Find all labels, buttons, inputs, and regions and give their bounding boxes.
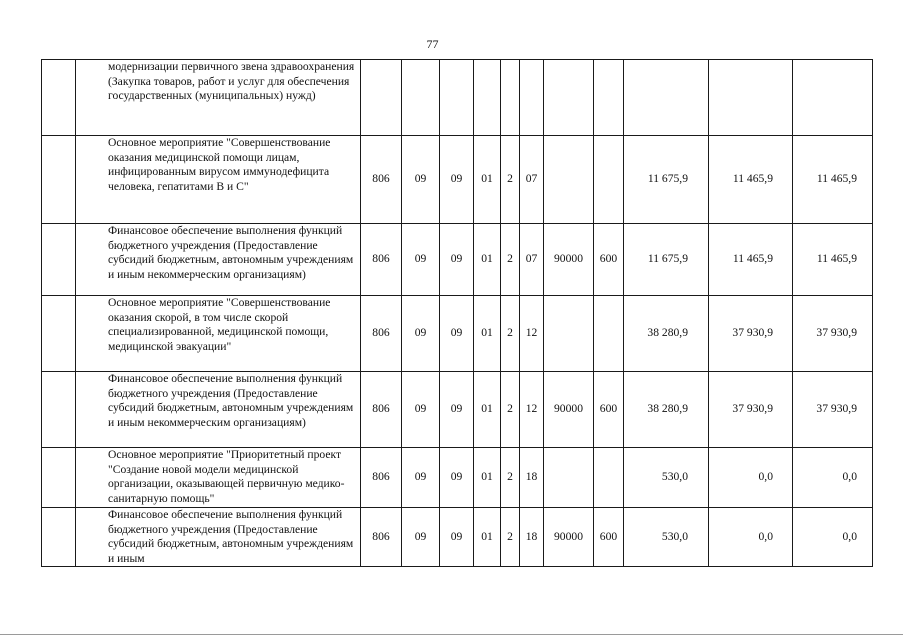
cell-rz: 09: [402, 372, 440, 448]
cell-expense-type: [594, 136, 624, 224]
cell-target-program: 01: [474, 372, 501, 448]
table-row: [42, 60, 873, 136]
table-row: [42, 508, 873, 567]
cell-ved: [361, 60, 402, 136]
cell-sum-year-2: [709, 60, 793, 136]
cell-sum-year-1: 38 280,9: [624, 296, 709, 372]
table-row: [42, 224, 873, 296]
cell-target-activity: 12: [520, 372, 544, 448]
cell-target-activity: 18: [520, 448, 544, 508]
cell-target-activity: 07: [520, 136, 544, 224]
cell-rz: [402, 60, 440, 136]
cell-rz: 09: [402, 296, 440, 372]
cell-target-program: [474, 60, 501, 136]
cell-row-number: [42, 448, 76, 508]
cell-target-direction: [544, 60, 594, 136]
cell-target-subprogram: 2: [501, 448, 520, 508]
cell-sum-year-2: 37 930,9: [709, 296, 793, 372]
cell-row-number: [42, 60, 76, 136]
cell-sum-year-1: [624, 60, 709, 136]
cell-sum-year-2: 0,0: [709, 508, 793, 567]
cell-sum-year-3: 37 930,9: [793, 372, 873, 448]
cell-row-number: [42, 136, 76, 224]
cell-target-subprogram: 2: [501, 508, 520, 567]
cell-sum-year-1: 11 675,9: [624, 224, 709, 296]
cell-target-program: 01: [474, 448, 501, 508]
cell-sum-year-1: 530,0: [624, 508, 709, 567]
cell-target-activity: 07: [520, 224, 544, 296]
cell-expense-type: 600: [594, 508, 624, 567]
bottom-rule: [0, 634, 903, 635]
cell-target-subprogram: 2: [501, 296, 520, 372]
cell-target-activity: 12: [520, 296, 544, 372]
cell-pr: [440, 60, 474, 136]
cell-sum-year-2: 11 465,9: [709, 224, 793, 296]
cell-target-subprogram: 2: [501, 372, 520, 448]
cell-sum-year-1: 38 280,9: [624, 372, 709, 448]
cell-row-number: [42, 296, 76, 372]
cell-item-name: Финансовое обеспечение выполнения функций бюджетного учреждения (Предоставление субсидий бюджетным, автономным учреждениям и иным некоммерческим организациям): [76, 372, 361, 448]
cell-item-name: Основное мероприятие "Совершенствование оказания медицинской помощи лицам, инфицированным вирусом иммунодефицита человека, гепатитами В и С": [76, 136, 361, 224]
cell-sum-year-3: 11 465,9: [793, 224, 873, 296]
cell-row-number: [42, 372, 76, 448]
cell-rz: 09: [402, 224, 440, 296]
cell-sum-year-3: [793, 60, 873, 136]
cell-rz: 09: [402, 448, 440, 508]
cell-target-direction: [544, 448, 594, 508]
cell-ved: 806: [361, 296, 402, 372]
cell-pr: 09: [440, 448, 474, 508]
cell-item-name: модернизации первичного звена здравоохранения (Закупка товаров, работ и услуг для обеспечения государственных (муниципальных) нужд): [76, 60, 361, 136]
cell-rz: 09: [402, 508, 440, 567]
cell-sum-year-3: 37 930,9: [793, 296, 873, 372]
cell-sum-year-1: 11 675,9: [624, 136, 709, 224]
cell-pr: 09: [440, 136, 474, 224]
cell-target-subprogram: 2: [501, 224, 520, 296]
cell-expense-type: [594, 60, 624, 136]
cell-sum-year-2: 37 930,9: [709, 372, 793, 448]
page-number: 77: [426, 37, 439, 51]
cell-target-direction: [544, 136, 594, 224]
cell-ved: 806: [361, 372, 402, 448]
cell-ved: 806: [361, 508, 402, 567]
cell-target-direction: 90000: [544, 508, 594, 567]
cell-target-activity: [520, 60, 544, 136]
table-row: [42, 136, 873, 224]
cell-sum-year-1: 530,0: [624, 448, 709, 508]
table-row: [42, 448, 873, 508]
cell-sum-year-3: 0,0: [793, 448, 873, 508]
cell-expense-type: [594, 448, 624, 508]
cell-item-name: Финансовое обеспечение выполнения функций бюджетного учреждения (Предоставление субсидий бюджетным, автономным учреждениям и иным некоммерческим организациям): [76, 224, 361, 296]
cell-target-program: 01: [474, 296, 501, 372]
cell-item-name: Финансовое обеспечение выполнения функций бюджетного учреждения (Предоставление субсидий бюджетным, автономным учреждениям и иным: [76, 508, 361, 567]
cell-target-direction: 90000: [544, 372, 594, 448]
cell-target-program: 01: [474, 508, 501, 567]
cell-row-number: [42, 224, 76, 296]
cell-sum-year-2: 11 465,9: [709, 136, 793, 224]
cell-target-program: 01: [474, 224, 501, 296]
cell-pr: 09: [440, 296, 474, 372]
budget-table: [41, 59, 873, 567]
cell-expense-type: 600: [594, 224, 624, 296]
cell-target-activity: 18: [520, 508, 544, 567]
cell-target-subprogram: 2: [501, 136, 520, 224]
cell-sum-year-3: 11 465,9: [793, 136, 873, 224]
cell-expense-type: 600: [594, 372, 624, 448]
table-row: [42, 296, 873, 372]
cell-target-subprogram: [501, 60, 520, 136]
cell-target-direction: [544, 296, 594, 372]
table-row: [42, 372, 873, 448]
cell-ved: 806: [361, 448, 402, 508]
cell-sum-year-3: 0,0: [793, 508, 873, 567]
cell-pr: 09: [440, 224, 474, 296]
cell-item-name: Основное мероприятие "Совершенствование оказания скорой, в том числе скорой специализированной, медицинской помощи, медицинской эвакуации": [76, 296, 361, 372]
cell-target-program: 01: [474, 136, 501, 224]
cell-sum-year-2: 0,0: [709, 448, 793, 508]
table-body: [42, 60, 873, 567]
cell-expense-type: [594, 296, 624, 372]
cell-pr: 09: [440, 508, 474, 567]
cell-item-name: Основное мероприятие "Приоритетный проект "Создание новой модели медицинской организации, оказывающей первичную медико-санитарную помощь": [76, 448, 361, 508]
cell-ved: 806: [361, 224, 402, 296]
cell-target-direction: 90000: [544, 224, 594, 296]
cell-rz: 09: [402, 136, 440, 224]
cell-row-number: [42, 508, 76, 567]
cell-ved: 806: [361, 136, 402, 224]
cell-pr: 09: [440, 372, 474, 448]
